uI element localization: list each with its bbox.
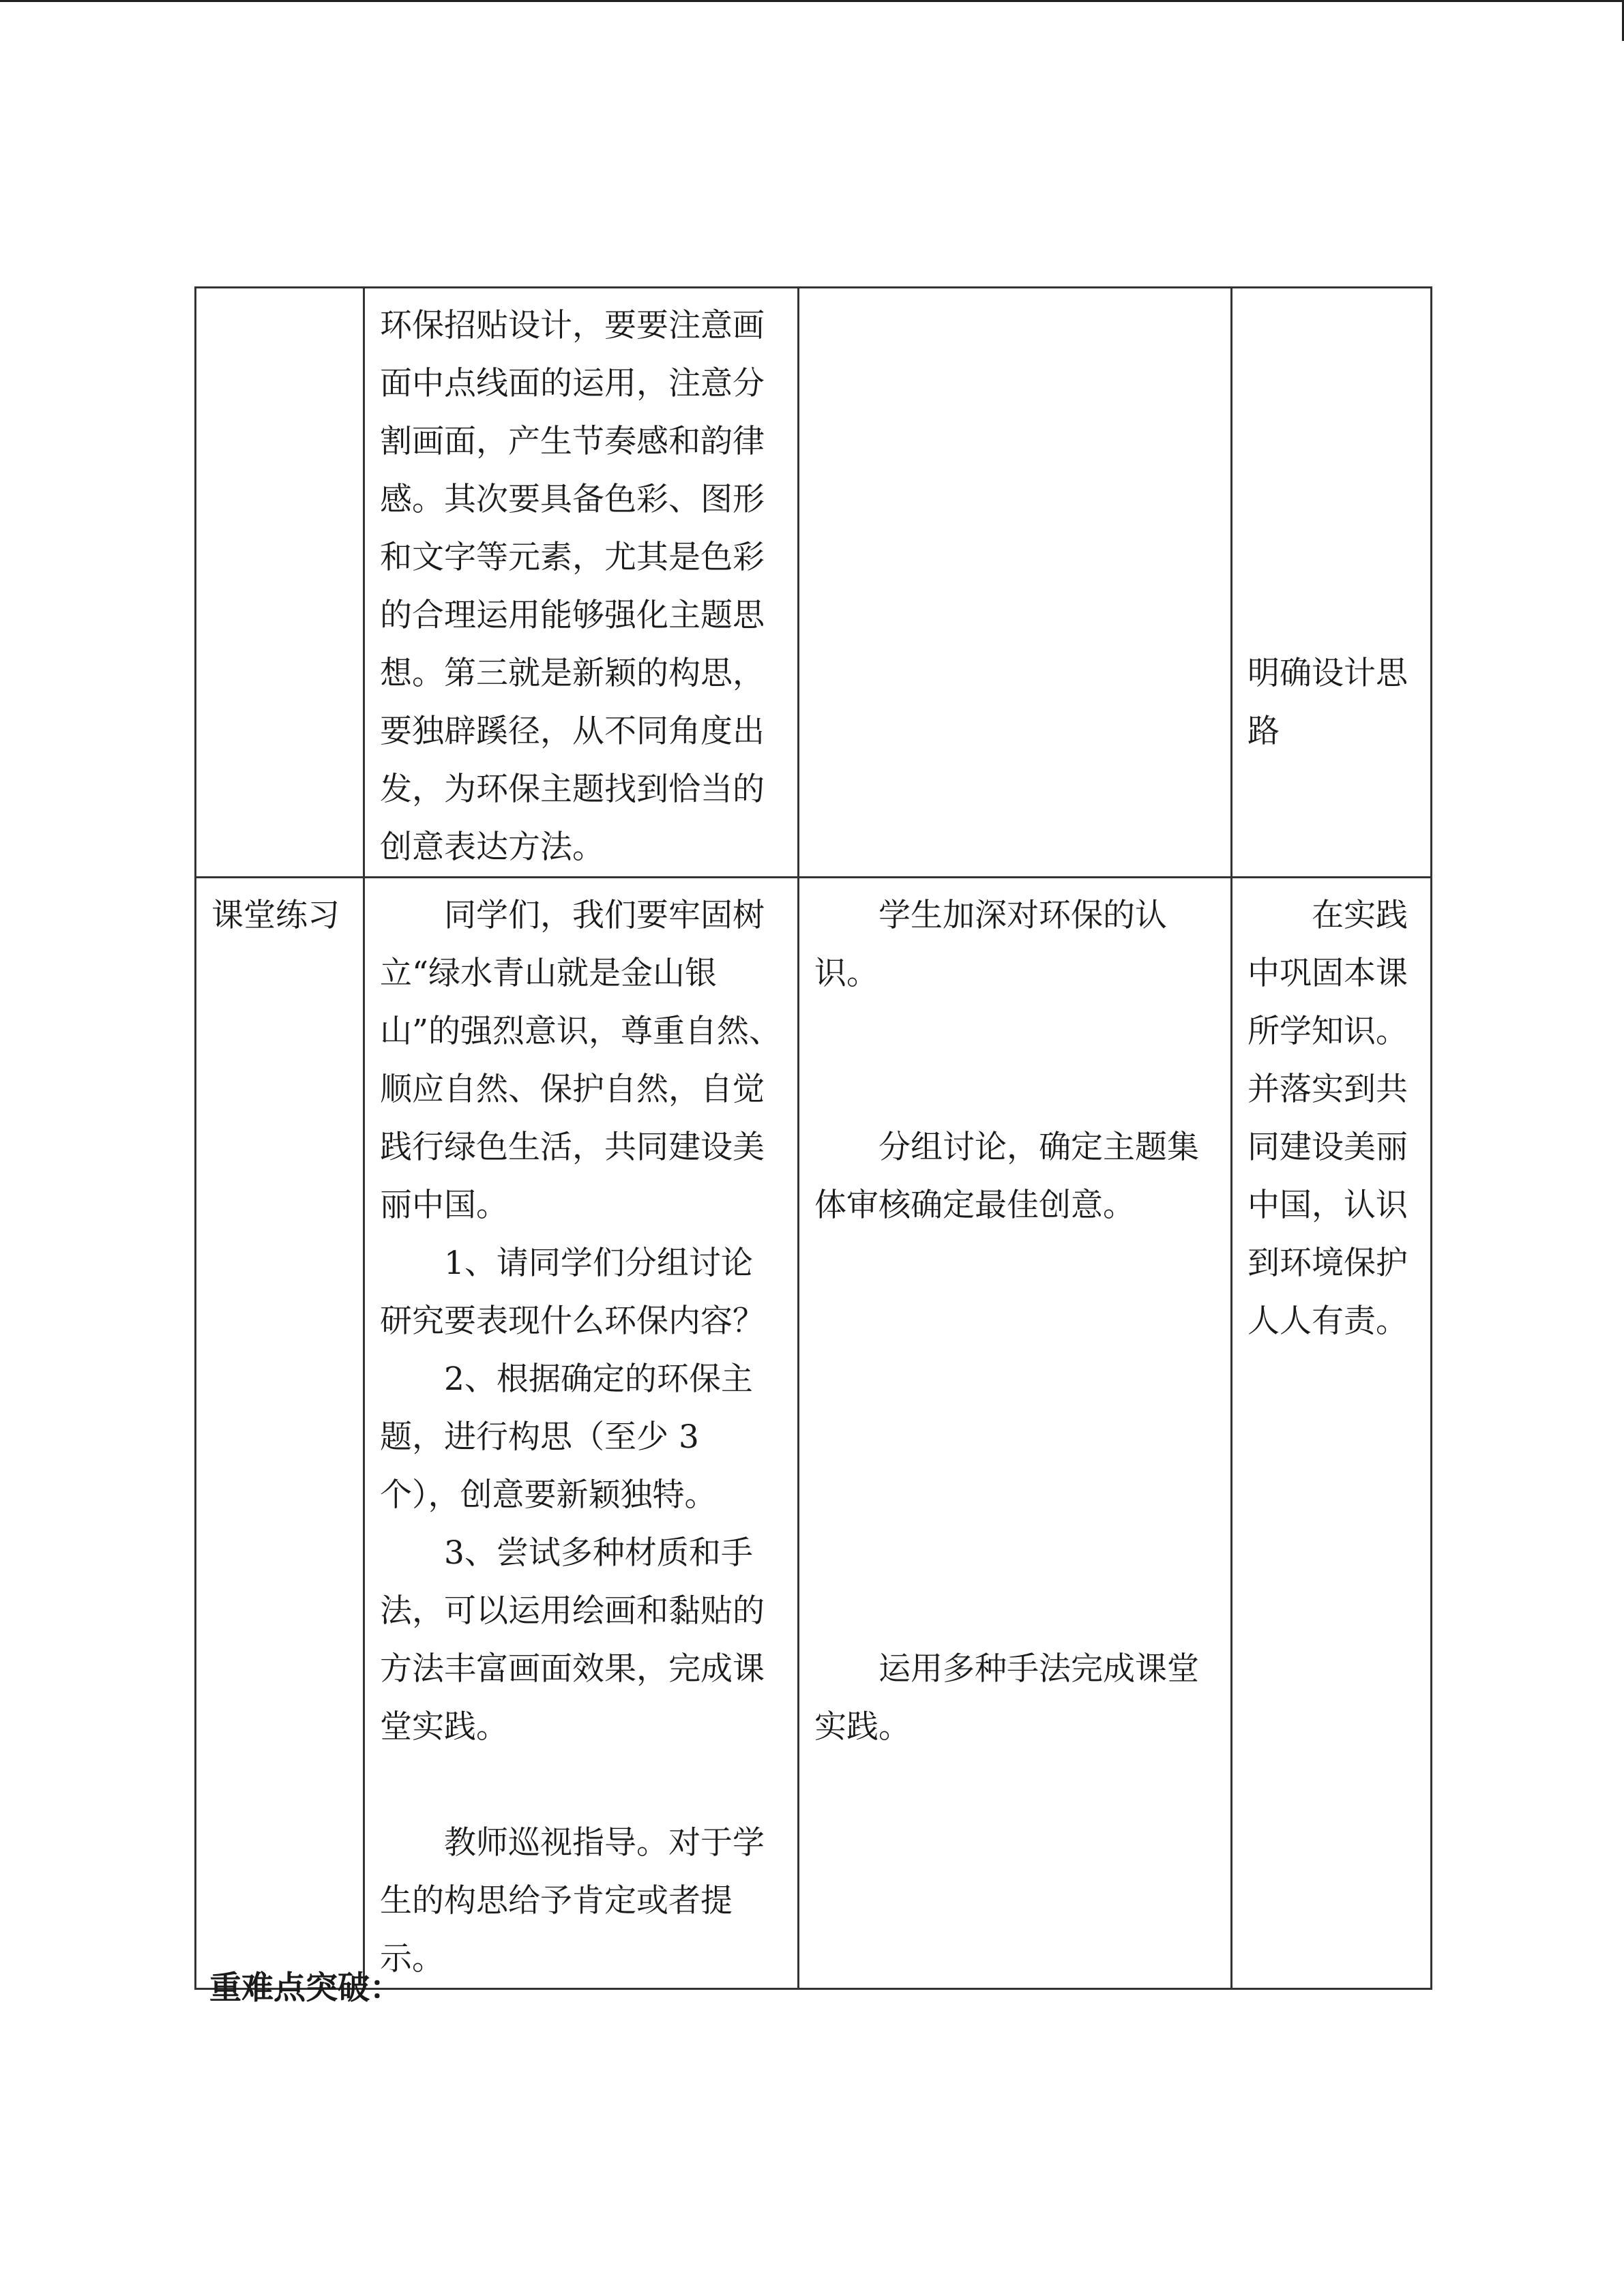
table-row-design-method xyxy=(196,288,1432,878)
row1-intent-cell xyxy=(1232,288,1432,878)
row1-teacher-cell xyxy=(364,288,799,878)
row1-student-cell xyxy=(799,288,1232,878)
page-top-border xyxy=(0,0,1624,2)
row2-intent-cell xyxy=(1232,878,1432,1989)
row2-student-para-3: 运用多种手法完成课堂实践。 xyxy=(814,1650,1199,1746)
row2-intent-text: 在实践中巩固本课所学知识。并落实到共同建设美丽中国，认识到环境保护人人有责。 xyxy=(1247,897,1408,1340)
lesson-plan-table xyxy=(194,286,1432,1990)
row2-teacher-cell xyxy=(364,878,799,1989)
row2-student-para-2: 分组讨论，确定主题集体审核确定最佳创意。 xyxy=(814,1129,1199,1224)
row2-teacher-para-5: 教师巡视指导。对于学生的构思给予肯定或者提示。 xyxy=(380,1824,765,1978)
row2-stage-cell xyxy=(196,878,364,1989)
row2-teacher-para-2: 1、请同学们分组讨论研究要表现什么环保内容？ xyxy=(380,1244,765,1340)
row2-student-cell xyxy=(799,878,1232,1989)
key-difficulty-heading: 重难点突破： xyxy=(209,1969,402,2007)
row1-teacher-text: 环保招贴设计，要要注意画面中点线面的运用，注意分割画面，产生节奏感和韵律感。其次要具备色彩、图形和文字等元素，尤其是色彩的合理运用能够强化主题思想。第三就是新颖的构思，要独辟蹊径，从不同角度出发，为环保主题找到恰当的创意表达方法。 xyxy=(380,307,765,866)
row2-teacher-para-1: 同学们，我们要牢固树立“绿水青山就是金山银山”的强烈意识，尊重自然、顺应自然、保护自然，自觉践行绿色生活，共同建设美丽中国。 xyxy=(380,897,782,1224)
row2-teacher-para-4: 3、尝试多种材质和手法，可以运用绘画和黏贴的方法丰富画面效果，完成课堂实践。 xyxy=(380,1534,765,1746)
table-row-class-practice xyxy=(196,878,1432,1989)
row1-intent-text: 明确设计思路 xyxy=(1247,655,1408,750)
row1-stage-cell xyxy=(196,288,364,878)
row2-stage-text: 课堂练习 xyxy=(211,897,340,934)
row2-teacher-para-3: 2、根据确定的环保主题，进行构思（至少 3 个），创意要新颖独特。 xyxy=(380,1360,753,1514)
row2-student-para-1: 学生加深对环保的认识。 xyxy=(814,897,1167,992)
